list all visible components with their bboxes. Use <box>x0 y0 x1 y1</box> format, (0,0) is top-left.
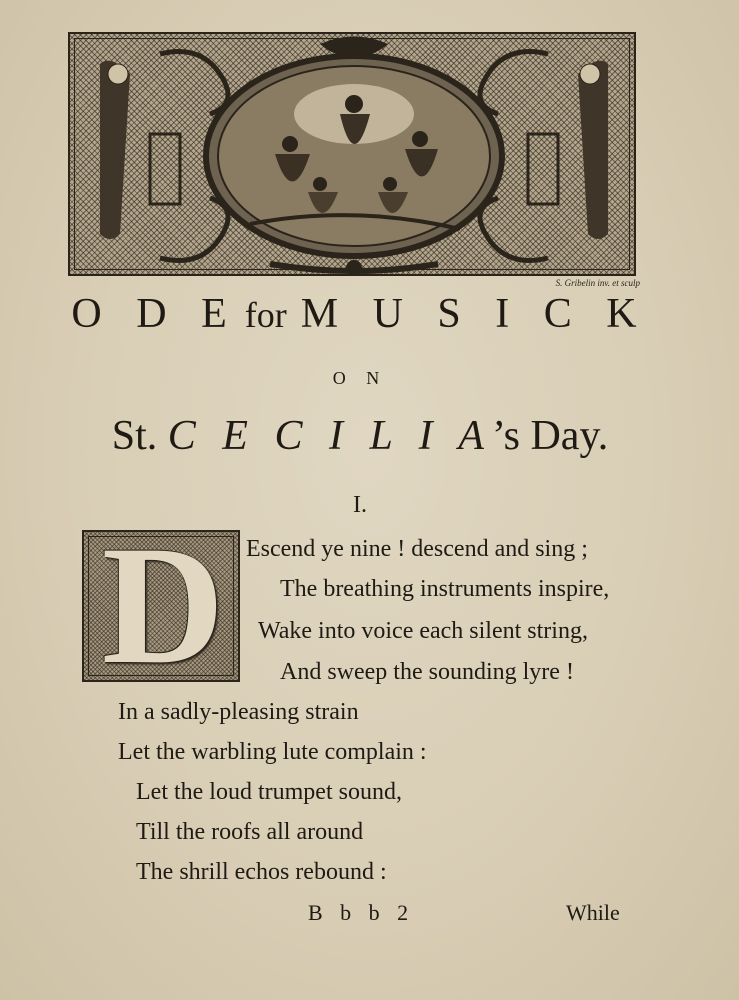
verse-line: In a sadly-pleasing strain <box>118 699 359 725</box>
verse-line: Till the roofs all around <box>136 819 364 845</box>
verse-line: The breathing instruments inspire, <box>280 576 610 602</box>
title-ode: O D E <box>71 291 239 337</box>
verse-line: Let the loud trumpet sound, <box>136 779 402 805</box>
subtitle-st: St. <box>111 413 158 459</box>
title-musick: M U S I C K <box>300 291 649 337</box>
subtitle-st-cecilias-day <box>60 412 660 460</box>
section-number: I. <box>353 492 367 518</box>
signature-mark: B b b 2 <box>308 900 415 925</box>
catchword: While <box>566 900 620 925</box>
decorated-initial <box>82 530 240 682</box>
verse-line: Escend ye nine ! descend and sing ; <box>246 536 588 562</box>
initial-letter: D <box>101 530 225 682</box>
verse-line: The shrill echos rebound : <box>136 859 387 885</box>
engraved-headpiece <box>68 32 636 276</box>
engraver-credit: S. Gribelin inv. et sculp <box>555 278 640 288</box>
subtitle-day: ’s Day. <box>491 413 609 459</box>
subtitle-cecilia: C E C I L I A <box>167 413 492 459</box>
title-for: for <box>244 295 287 335</box>
headpiece-ornament-icon <box>70 34 636 276</box>
verse-line: Wake into voice each silent string, <box>258 618 588 644</box>
page-title <box>60 290 660 338</box>
verse-line: Let the warbling lute complain : <box>118 739 427 765</box>
subtitle-on: O N <box>332 368 388 388</box>
verse-line: And sweep the sounding lyre ! <box>280 659 574 685</box>
